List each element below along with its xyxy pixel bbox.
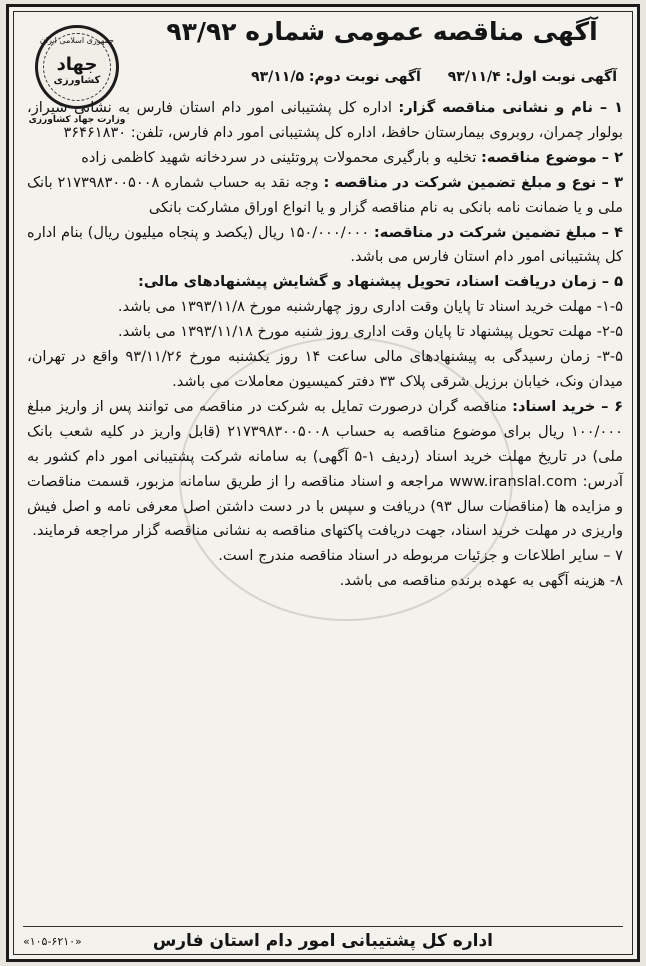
- logo-caption: وزارت جهاد کشاورزی: [28, 115, 126, 125]
- section-3: [27, 171, 623, 221]
- section-1-text: اداره کل پشتیبانی امور دام استان فارس به نشانی شیراز، بولوار چمران، روبروی بیمارستان حافظ، اداره کل پشتیبانی امور دام فارس، تلفن: ۳۶۴۶۱۸۳۰: [27, 99, 623, 141]
- publication-dates: [147, 69, 617, 85]
- ad-body: [27, 96, 623, 594]
- logo-sub-text: کشاورزی: [53, 75, 101, 86]
- footer-organization: اداره کل پشتیبانی امور دام استان فارس: [152, 931, 493, 951]
- section-8: ۸- هزینه آگهی به عهده برنده مناقصه می باشد.: [339, 572, 623, 590]
- section-5: [27, 270, 623, 295]
- section-4: [27, 221, 623, 271]
- ad-page: [6, 4, 640, 962]
- section-3-heading: ۳ – نوع و مبلغ تضمین شرکت در مناقصه :: [323, 173, 624, 191]
- section-4-text: ۱۵۰/۰۰۰/۰۰۰ ریال (یکصد و پنجاه میلیون ریال) بنام اداره کل پشتیبانی امور دام استان فارس می باشد.: [27, 223, 623, 266]
- section-2-heading: ۲ – موضوع مناقصه:: [481, 148, 623, 166]
- footer-divider: [23, 926, 623, 927]
- section-5-heading: ۵ – زمان دریافت اسناد، تحویل پیشنهاد و گشایش پیشنهادهای مالی:: [138, 273, 623, 291]
- footer: [23, 929, 623, 953]
- section-6-heading: ۶ – خرید اسناد:: [512, 397, 623, 415]
- section-1-heading: ۱ – نام و نشانی مناقصه گزار:: [398, 99, 623, 116]
- second-round-date: آگهی نوبت دوم: ۹۳/۱۱/۵: [251, 69, 421, 85]
- section-2-text: تخلیه و بارگیری محمولات پروتئینی در سردخانه شهید کاظمی زاده: [81, 148, 482, 166]
- section-6: [27, 395, 623, 544]
- section-3-text: وجه نقد به حساب شماره ۲۱۷۳۹۸۳۰۰۵۰۰۸ بانک ملی و یا ضمانت نامه بانکی به نام مناقصه گزار و یا انواع اوراق مشارکت بانکی: [27, 173, 623, 216]
- section-5-3: ۳-۵- زمان رسیدگی به پیشنهادهای مالی ساعت ۱۴ روز یکشنبه مورخ ۹۳/۱۱/۲۶ واقع در تهران، میدان ونک، خیابان برزیل شرقی پلاک ۳۳ دفتر کمیسیون معاملات می باشد.: [27, 348, 623, 390]
- first-round-date: آگهی نوبت اول: ۹۳/۱۱/۴: [447, 69, 617, 85]
- section-5-2: ۲-۵- مهلت تحویل پیشنهاد تا پایان وقت اداری روز شنبه مورخ ۱۳۹۳/۱۱/۱۸ می باشد.: [118, 323, 623, 341]
- section-1: [27, 96, 623, 146]
- section-7: ۷ – سایر اطلاعات و جزئیات مربوطه در اسناد مناقصه مندرج است.: [218, 547, 623, 565]
- logo-main-text: جهاد: [56, 54, 98, 75]
- logo-top-text: جمهوری اسلامی ایران: [39, 36, 115, 45]
- section-5-1: ۱-۵- مهلت خرید اسناد تا پایان وقت اداری روز چهارشنبه مورخ ۱۳۹۳/۱۱/۸ می باشد.: [117, 298, 623, 316]
- page-title: آگهی مناقصه عمومی شماره ۹۳/۹۲: [166, 17, 598, 46]
- section-2: [27, 146, 623, 171]
- section-4-heading: ۴ – مبلغ تضمین شرکت در مناقصه:: [373, 223, 623, 241]
- section-6-text: مناقصه گران درصورت تمایل به شرکت در مناقصه می توانند پس از واریز مبلغ ۱۰۰/۰۰۰ ریال برای موضوع مناقصه به حساب ۲۱۷۳۹۸۳۰۰۵۰۰۸ (قابل واریز در کلیه شعب بانک ملی) در تاریخ مهلت خرید اسناد (ردیف ۱-۵ آگهی) به سامانه شرکت پشتیبانی امور دام کشور به آدرس: www.iranslal.com مراجعه و اسناد مناقصه را از طریق سامانه مزبور، قسمت مناقصات و مزایده ها (مناقصات سال ۹۳) دریافت و سپس با در دست داشتن اصل معرفی نامه و اصل فیش واریزی در مهلت خرید اسناد، جهت دریافت پاکتهای مناقصه به نشانی مناقصه گزار مراجعه فرمایند.: [27, 397, 623, 540]
- footer-code: «۱۰۵-۶۲۱۰»: [23, 934, 82, 948]
